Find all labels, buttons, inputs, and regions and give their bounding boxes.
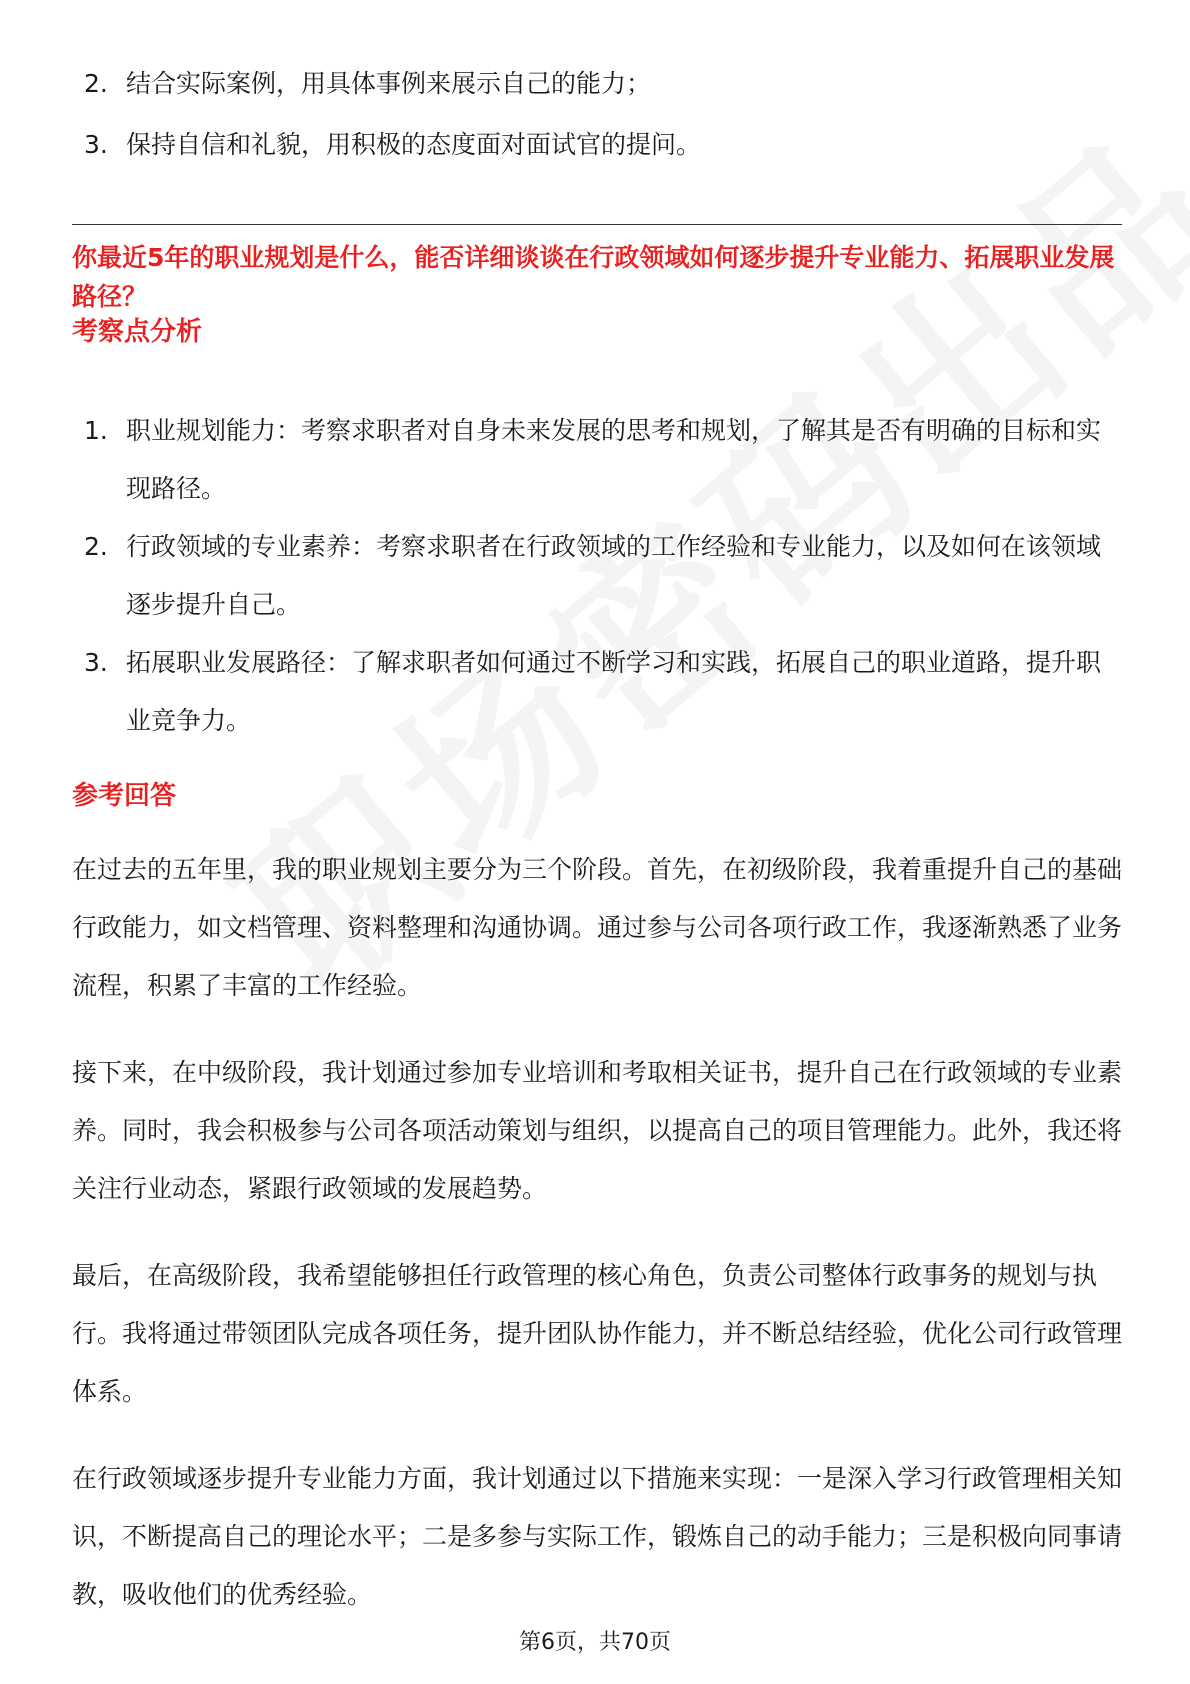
- section-divider: [72, 224, 1122, 225]
- list-number: 2.: [84, 69, 108, 98]
- list-text: 结合实际案例，用具体事例来展示自己的能力；: [126, 69, 652, 98]
- question-heading: 你最近5年的职业规划是什么，能否详细谈谈在行政领域如何逐步提升专业能力、拓展职业发展路径？: [72, 243, 1115, 311]
- page-number: 第6页，共70页: [519, 1630, 671, 1655]
- analysis-list: [84, 402, 1124, 750]
- list-text: 拓展职业发展路径：了解求职者如何通过不断学习和实践，拓展自己的职业道路，提升职业竞争力。: [126, 648, 1102, 735]
- answer-paragraph: 在过去的五年里，我的职业规划主要分为三个阶段。首先，在初级阶段，我着重提升自己的基础行政能力，如文档管理、资料整理和沟通协调。通过参与公司各项行政工作，我逐渐熟悉了业务流程，积累了丰富的工作经验。: [72, 855, 1123, 1000]
- list-text: 保持自信和礼貌，用积极的态度面对面试官的提问。: [126, 130, 702, 159]
- list-number: 3.: [84, 130, 108, 159]
- list-item: [84, 402, 1124, 518]
- answer-paragraph: 接下来，在中级阶段，我计划通过参加专业培训和考取相关证书，提升自己在行政领域的专业素养。同时，我会积极参与公司各项活动策划与组织，以提高自己的项目管理能力。此外，我还将关注行业动态，紧跟行政领域的发展趋势。: [72, 1058, 1123, 1203]
- list-item: [84, 116, 1124, 174]
- list-number: 1.: [84, 416, 108, 445]
- list-item: [84, 518, 1124, 634]
- tips-list: [84, 55, 1124, 177]
- answer-paragraph: 在行政领域逐步提升专业能力方面，我计划通过以下措施来实现：一是深入学习行政管理相关知识，不断提高自己的理论水平；二是多参与实际工作，锻炼自己的动手能力；三是积极向同事请教，吸收他们的优秀经验。: [72, 1464, 1123, 1609]
- list-text: 职业规划能力：考察求职者对自身未来发展的思考和规划，了解其是否有明确的目标和实现路径。: [126, 416, 1102, 503]
- list-number: 2.: [84, 532, 108, 561]
- list-item: [84, 55, 1124, 113]
- list-item: [84, 634, 1124, 750]
- answer-title: 参考回答: [72, 781, 177, 811]
- list-text: 行政领域的专业素养：考察求职者在行政领域的工作经验和专业能力，以及如何在该领域逐步提升自己。: [126, 532, 1102, 619]
- answer-paragraph: 最后，在高级阶段，我希望能够担任行政管理的核心角色，负责公司整体行政事务的规划与执行。我将通过带领团队完成各项任务，提升团队协作能力，并不断总结经验，优化公司行政管理体系。: [72, 1261, 1123, 1406]
- analysis-title: 考察点分析: [72, 317, 203, 347]
- list-number: 3.: [84, 648, 108, 677]
